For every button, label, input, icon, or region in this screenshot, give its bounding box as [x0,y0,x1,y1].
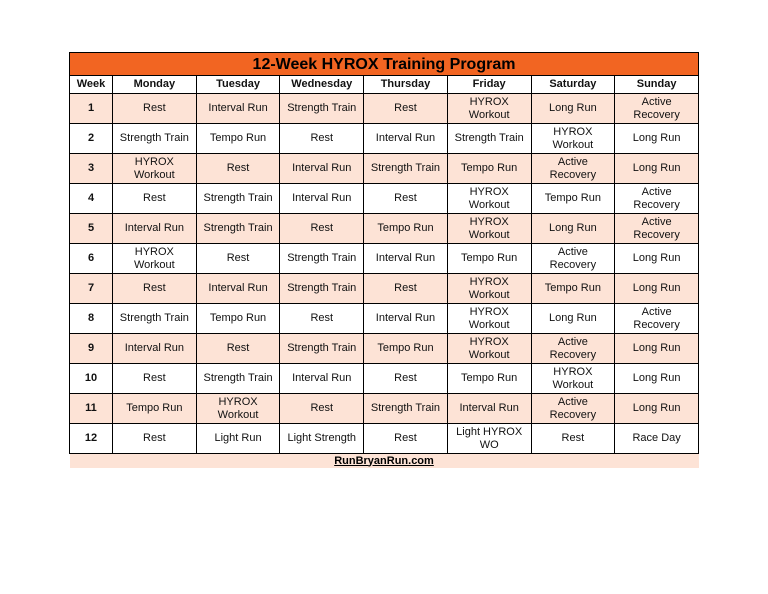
workout-cell: Long Run [531,304,615,334]
workout-cell: Interval Run [280,154,364,184]
workout-cell: Tempo Run [364,334,448,364]
table-row [70,394,699,424]
workout-cell: Tempo Run [447,154,531,184]
week-number-cell: 9 [70,334,113,364]
workout-cell: Rest [113,274,197,304]
workout-cell: Light Strength [280,424,364,454]
workout-cell: Active Recovery [531,244,615,274]
workout-cell: Rest [364,364,448,394]
workout-cell: Interval Run [113,214,197,244]
workout-cell: Rest [280,394,364,424]
workout-cell: Long Run [615,154,699,184]
workout-cell: Long Run [615,244,699,274]
workout-cell: Long Run [615,274,699,304]
footer-website-link[interactable]: RunBryanRun.com [334,454,434,467]
workout-cell: Interval Run [280,364,364,394]
workout-cell: Rest [113,94,197,124]
table-row [70,304,699,334]
workout-cell: Rest [113,424,197,454]
column-header-friday: Friday [447,76,531,94]
week-number-cell: 12 [70,424,113,454]
workout-cell: Strength Train [364,154,448,184]
workout-cell: HYROX Workout [113,244,197,274]
workout-cell: Strength Train [280,274,364,304]
workout-cell: Strength Train [447,124,531,154]
workout-cell: Rest [280,214,364,244]
workout-cell: HYROX Workout [447,334,531,364]
workout-cell: Rest [364,94,448,124]
workout-cell: Interval Run [196,274,280,304]
schedule-body [70,94,699,454]
workout-cell: Interval Run [280,184,364,214]
table-row [70,334,699,364]
workout-cell: HYROX Workout [447,184,531,214]
workout-cell: Strength Train [280,334,364,364]
column-header-wednesday: Wednesday [280,76,364,94]
workout-cell: Rest [113,364,197,394]
week-number-cell: 4 [70,184,113,214]
workout-cell: Interval Run [447,394,531,424]
workout-cell: Interval Run [196,94,280,124]
workout-cell: Interval Run [364,244,448,274]
workout-cell: Tempo Run [531,184,615,214]
workout-cell: HYROX Workout [447,304,531,334]
workout-cell: Rest [531,424,615,454]
week-number-cell: 10 [70,364,113,394]
workout-cell: Strength Train [113,124,197,154]
workout-cell: Long Run [531,214,615,244]
workout-cell: HYROX Workout [531,364,615,394]
workout-cell: Long Run [615,334,699,364]
workout-cell: Strength Train [196,214,280,244]
workout-cell: Active Recovery [531,394,615,424]
workout-cell: Tempo Run [196,124,280,154]
table-row [70,184,699,214]
header-row [70,76,699,94]
column-header-tuesday: Tuesday [196,76,280,94]
column-header-week: Week [70,76,113,94]
workout-cell: Long Run [615,124,699,154]
table-row [70,154,699,184]
week-number-cell: 1 [70,94,113,124]
column-header-thursday: Thursday [364,76,448,94]
table-row [70,364,699,394]
workout-cell: HYROX Workout [447,94,531,124]
workout-cell: HYROX Workout [447,274,531,304]
workout-cell: Strength Train [280,244,364,274]
week-number-cell: 2 [70,124,113,154]
workout-cell: Active Recovery [615,214,699,244]
week-number-cell: 5 [70,214,113,244]
workout-cell: Strength Train [280,94,364,124]
workout-cell: Strength Train [113,304,197,334]
workout-cell: Tempo Run [113,394,197,424]
workout-cell: Rest [196,334,280,364]
table-row [70,124,699,154]
workout-cell: Strength Train [364,394,448,424]
workout-cell: Tempo Run [364,214,448,244]
workout-cell: Strength Train [196,364,280,394]
table-row [70,274,699,304]
workout-cell: Active Recovery [531,154,615,184]
workout-cell: Long Run [615,364,699,394]
workout-cell: Tempo Run [447,364,531,394]
workout-cell: HYROX Workout [447,214,531,244]
workout-cell: Tempo Run [196,304,280,334]
workout-cell: Interval Run [364,304,448,334]
workout-cell: Tempo Run [531,274,615,304]
workout-cell: HYROX Workout [196,394,280,424]
column-header-saturday: Saturday [531,76,615,94]
workout-cell: Strength Train [196,184,280,214]
workout-cell: Light Run [196,424,280,454]
column-header-monday: Monday [113,76,197,94]
workout-cell: Long Run [531,94,615,124]
week-number-cell: 6 [70,244,113,274]
workout-cell: HYROX Workout [531,124,615,154]
workout-cell: Active Recovery [615,304,699,334]
workout-cell: Interval Run [113,334,197,364]
workout-cell: Interval Run [364,124,448,154]
workout-cell: Rest [280,304,364,334]
workout-cell: Race Day [615,424,699,454]
week-number-cell: 3 [70,154,113,184]
training-schedule-table [69,52,699,468]
footer [70,454,699,469]
workout-cell: Rest [196,244,280,274]
workout-cell: Long Run [615,394,699,424]
workout-cell: Active Recovery [615,184,699,214]
workout-cell: Tempo Run [447,244,531,274]
table-row [70,244,699,274]
workout-cell: Rest [113,184,197,214]
week-number-cell: 7 [70,274,113,304]
workout-cell: HYROX Workout [113,154,197,184]
workout-cell: Light HYROX WO [447,424,531,454]
workout-cell: Rest [364,424,448,454]
week-number-cell: 11 [70,394,113,424]
training-program-sheet [69,52,699,468]
workout-cell: Rest [364,274,448,304]
week-number-cell: 8 [70,304,113,334]
table-row [70,424,699,454]
table-row [70,94,699,124]
workout-cell: Active Recovery [531,334,615,364]
table-row [70,214,699,244]
program-title: 12-Week HYROX Training Program [70,53,699,76]
workout-cell: Rest [280,124,364,154]
workout-cell: Rest [364,184,448,214]
workout-cell: Rest [196,154,280,184]
column-header-sunday: Sunday [615,76,699,94]
workout-cell: Active Recovery [615,94,699,124]
